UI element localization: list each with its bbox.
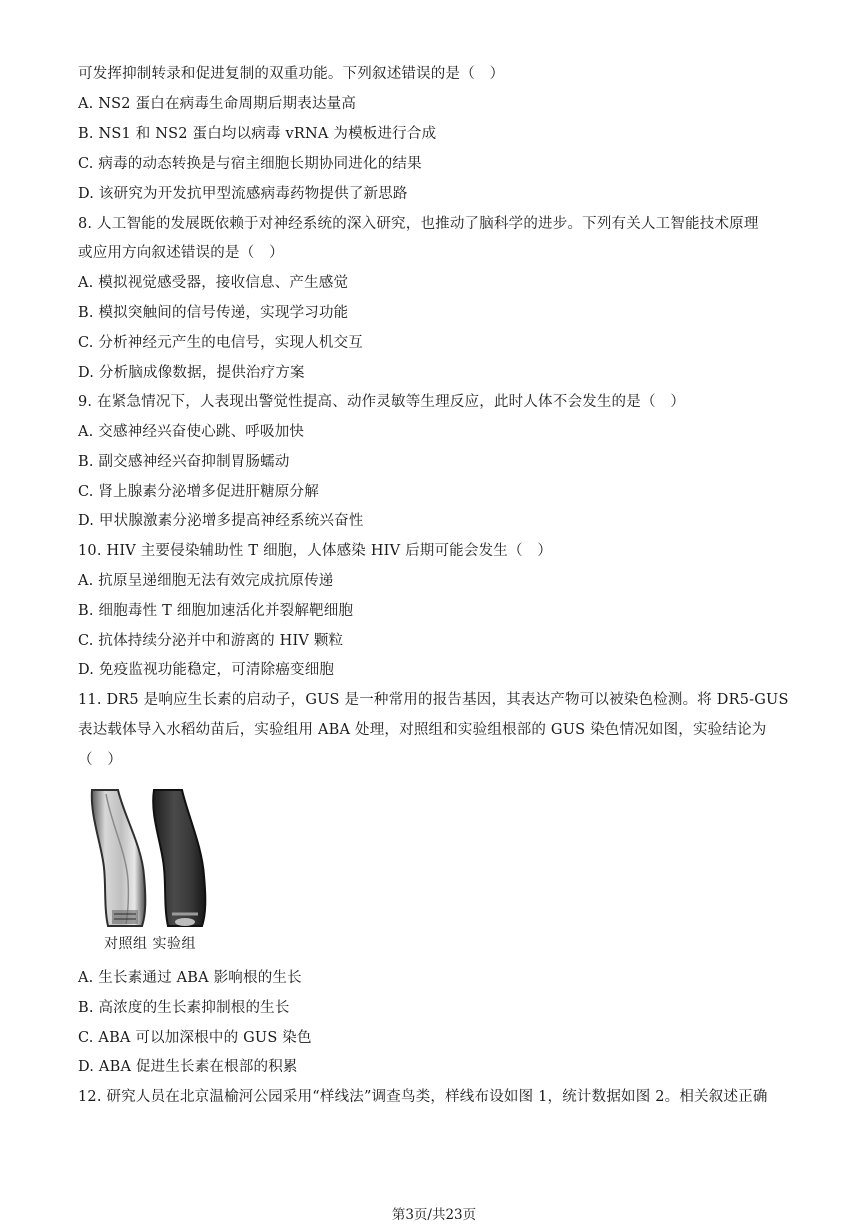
option-a: A. 抗原呈递细胞无法有效完成抗原传递 [78,573,334,589]
control-root-image [92,790,146,926]
figure-caption: 对照组 实验组 [104,936,196,952]
question-11-stem-cont: 表达载体导入水稻幼苗后，实验组用 ABA 处理，对照组和实验组根部的 GUS 染色情况如图，实验结论为 [78,722,767,738]
text-line: 可发挥抑制转录和促进复制的双重功能。下列叙述错误的是（ ） [78,66,505,82]
option-c: C. 肾上腺素分泌增多促进肝糖原分解 [78,484,319,500]
root-images [84,786,224,936]
option-c: C. ABA 可以加深根中的 GUS 染色 [78,1030,312,1046]
question-9-stem: 9. 在紧急情况下，人表现出警觉性提高、动作灵敏等生理反应，此时人体不会发生的是（ ） [78,394,686,410]
option-d: D. 该研究为开发抗甲型流感病毒药物提供了新思路 [78,186,408,202]
option-d: D. 免疫监视功能稳定，可清除癌变细胞 [78,662,335,678]
option-b: B. 副交感神经兴奋抑制胃肠蠕动 [78,454,290,470]
answer-bracket: （ ） [78,752,123,768]
option-c: C. 分析神经元产生的电信号，实现人机交互 [78,335,363,351]
option-d: D. 甲状腺激素分泌增多提高神经系统兴奋性 [78,513,364,529]
question-10-stem: 10. HIV 主要侵染辅助性 T 细胞，人体感染 HIV 后期可能会发生（ ） [78,543,553,559]
page-number-footer: 第3页/共23页 [391,1207,477,1223]
experiment-root-image [153,790,205,926]
option-a: A. 生长素通过 ABA 影响根的生长 [78,970,302,986]
question-8-stem: 8. 人工智能的发展既依赖于对神经系统的深入研究，也推动了脑科学的进步。下列有关人工智能技术原理 [78,216,759,232]
option-d: D. 分析脑成像数据，提供治疗方案 [78,365,305,381]
option-c: C. 抗体持续分泌并中和游离的 HIV 颗粒 [78,633,344,649]
question-11-stem: 11. DR5 是响应生长素的启动子，GUS 是一种常用的报告基因，其表达产物可以被染色检测。将 DR5-GUS [78,692,789,708]
question-12-stem: 12. 研究人员在北京温榆河公园采用“样线法”调查鸟类，样线布设如图 1，统计数据如图 2。相关叙述正确 [78,1089,768,1105]
option-a: A. 模拟视觉感受器，接收信息、产生感觉 [78,275,349,291]
option-c: C. 病毒的动态转换是与宿主细胞长期协同进化的结果 [78,156,422,172]
option-b: B. NS1 和 NS2 蛋白均以病毒 vRNA 为模板进行合成 [78,126,437,142]
option-b: B. 模拟突触间的信号传递，实现学习功能 [78,305,349,321]
option-a: A. 交感神经兴奋使心跳、呼吸加快 [78,424,305,440]
option-b: B. 高浓度的生长素抑制根的生长 [78,1000,290,1016]
question-8-stem-cont: 或应用方向叙述错误的是（ ） [78,245,284,261]
option-d: D. ABA 促进生长素在根部的积累 [78,1059,298,1075]
option-a: A. NS2 蛋白在病毒生命周期后期表达量高 [78,96,357,112]
option-b: B. 细胞毒性 T 细胞加速活化并裂解靶细胞 [78,603,354,619]
root-staining-figure [84,786,224,956]
